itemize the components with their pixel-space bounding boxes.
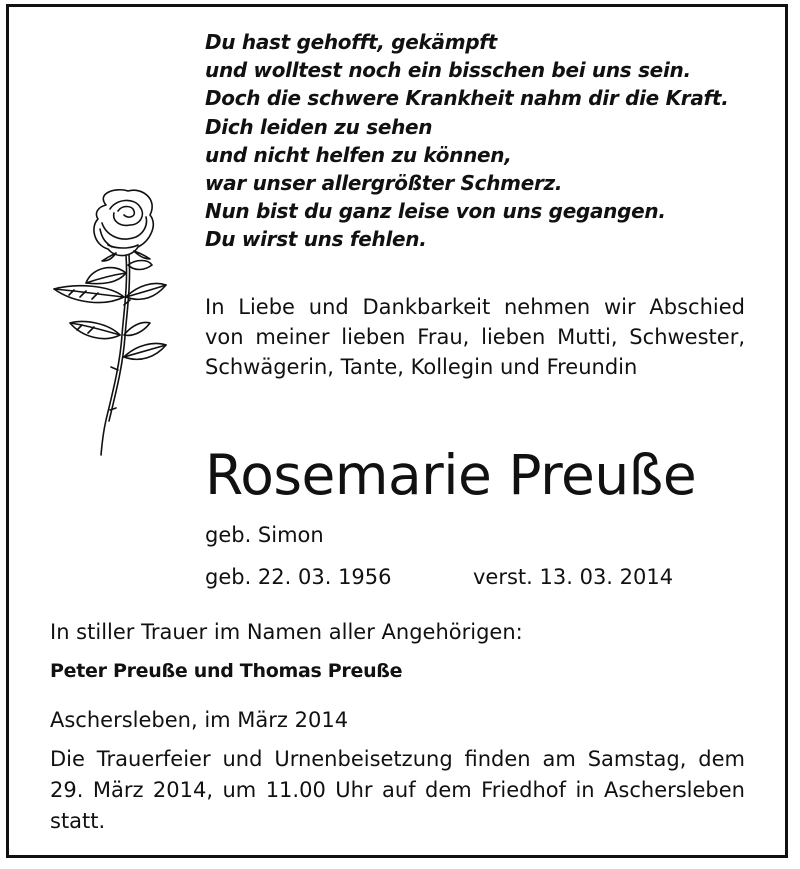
funeral-notice: Die Trauerfeier und Urnenbeisetzung finden am Samstag, dem 29. März 2014, um 11.00 Uhr auf dem Friedhof in Aschersleben statt.	[50, 747, 745, 833]
birth-date: geb. 22. 03. 1956	[205, 565, 392, 589]
poem-line: und nicht helfen zu können,	[205, 142, 512, 167]
survivors-names: Peter Preuße und Thomas Preuße	[50, 660, 403, 682]
intro-text: In Liebe und Dankbarkeit nehmen wir Abschied von meiner lieben Frau, lieben Mutti, Schwester, Schwägerin, Tante, Kollegin und Freundin	[205, 295, 745, 379]
poem-line: Nun bist du ganz leise von uns gegangen.	[205, 199, 666, 224]
poem-line: war unser allergrößter Schmerz.	[205, 171, 563, 196]
deceased-name: Rosemarie Preuße	[205, 443, 697, 507]
poem-line: Du hast gehofft, gekämpft	[205, 30, 497, 54]
rose-icon	[46, 185, 171, 460]
death-date: verst. 13. 03. 2014	[473, 565, 674, 589]
poem	[205, 28, 765, 254]
place-date: Aschersleben, im März 2014	[50, 708, 349, 732]
poem-line: Doch die schwere Krankheit nahm dir die Kraft.	[205, 86, 729, 111]
poem-line: und wolltest noch ein bisschen bei uns sein.	[205, 58, 691, 83]
poem-line: Du wirst uns fehlen.	[205, 227, 427, 252]
mourning-line: In stiller Trauer im Namen aller Angehörigen:	[50, 620, 523, 644]
maiden-name: geb. Simon	[205, 523, 324, 547]
poem-line: Dich leiden zu sehen	[205, 114, 433, 139]
life-dates	[205, 562, 705, 592]
